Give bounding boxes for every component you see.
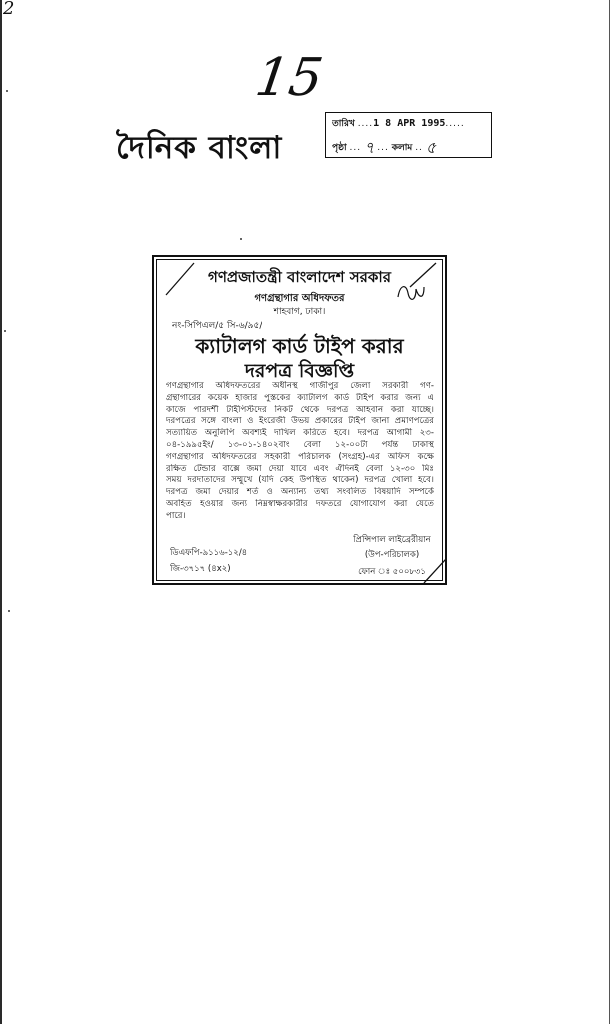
scan-speck bbox=[4, 330, 6, 332]
body-line: পারে। bbox=[166, 510, 186, 521]
notice-department: গণগ্রন্থাগার অধিদফতর bbox=[254, 293, 345, 304]
tender-notice-clipping bbox=[152, 255, 447, 585]
stamp-leader: .. bbox=[415, 143, 423, 153]
body-line: অবহিত হওয়ার জন্য নিম্নস্বাক্ষরকারীর দফতরে যোগাযোগ করা যেতে bbox=[166, 498, 434, 509]
body-line: সত্যায়িত অনুলিপি অবশ্যই দাখিল করিতে হবে। দরপত্র আগামী ২৩- bbox=[166, 428, 434, 439]
notice-body bbox=[166, 381, 434, 523]
stamp-leader: .... bbox=[357, 119, 374, 129]
body-line: রক্ষিত টেন্ডার বাক্সে জমা দেয়া যাবে এবং ঐদিনই বেলা ১২-৩০ মিঃ bbox=[166, 463, 434, 474]
stamp-page-label: পৃষ্ঠা bbox=[332, 143, 347, 153]
body-line: দরপত্র জমা দেয়ার শর্ত ও অন্যান্য তথ্য সংবলিত বিষয়াদি সম্পর্কে bbox=[166, 487, 434, 498]
dfp-code: ডিএফপি-৯১১৬-১২/৪ bbox=[170, 548, 248, 558]
date-stamp bbox=[325, 112, 492, 158]
scan-speck bbox=[240, 238, 242, 240]
body-line: গ্রন্থাগারের কয়েক হাজার পুস্তকের ক্যাটালগ কার্ড টাইপ করার জন্য এ bbox=[166, 392, 434, 403]
scan-left-edge bbox=[0, 0, 2, 1024]
notice-reference: নং-সিপিএল/৫ সি-৬/৯৫/ bbox=[172, 321, 263, 331]
handwritten-newspaper-name: দৈনিক বাংলা bbox=[116, 130, 283, 166]
notice-headline-line-2: দরপত্র বিজ্ঞপ্তি bbox=[244, 360, 355, 382]
body-line: সময় দরদাতাদের সম্মুখে (যদি কেহ উপস্থিত থাকেন) দরপত্র খোলা হবে। bbox=[166, 475, 434, 486]
stamp-leader: ... bbox=[377, 143, 389, 153]
body-line: গণগ্রন্থাগার অধিদফতরের অধীনস্থ গাজীপুর জেলা সরকারী গণ- bbox=[166, 381, 434, 391]
notice-government: গণপ্রজাতন্ত্রী বাংলাদেশ সরকার bbox=[208, 268, 391, 286]
notice-address: শাহবাগ, ঢাকা। bbox=[273, 307, 326, 317]
stamp-leader: ... bbox=[349, 143, 362, 153]
stamp-leader: ..... bbox=[445, 119, 465, 129]
body-line: কাজে পারদর্শী টাইপিস্টদের নিকট থেকে দরপত্র আহবান করা যাচ্ছে। bbox=[166, 404, 434, 415]
notice-headline-line-1: ক্যাটালগ কার্ড টাইপ করার bbox=[195, 334, 404, 358]
stamp-date-value: 1 8 APR 1995 bbox=[373, 118, 446, 129]
stamp-date-label: তারিখ bbox=[332, 119, 355, 129]
body-line: দরপত্রের সঙ্গে বাংলা ও ইংরেজী উভয় প্রকারের টাইপ জানা প্রমাণপত্রের bbox=[166, 416, 434, 427]
corner-handwritten-number: 2 bbox=[3, 0, 15, 19]
signatory-phone: ফোন ঃ ৫০০৮৩১ bbox=[358, 567, 426, 577]
stamp-date-row bbox=[332, 116, 487, 131]
g-code: জি-৩৭১৭ (৪x২) bbox=[170, 564, 231, 574]
stamp-page-row bbox=[332, 135, 487, 162]
scan-speck bbox=[6, 90, 8, 92]
scan-speck bbox=[8, 610, 10, 612]
scan-right-edge bbox=[609, 0, 610, 1024]
stamp-page-value: ৭ bbox=[363, 138, 375, 157]
handwritten-page-number: 15 bbox=[251, 48, 327, 108]
stamp-column-label: কলাম bbox=[391, 143, 413, 153]
signatory-rank: (উপ-পরিচালক) bbox=[364, 550, 420, 560]
stamp-column-value: ৫ bbox=[425, 138, 437, 157]
signatory-title: প্রিন্সিপাল লাইব্রেরীয়ান bbox=[353, 535, 431, 545]
body-line: গণগ্রন্থাগার অধিদফতরের সহকারী পরিচালক (সংগ্রহ)-এর অফিস কক্ষে bbox=[166, 451, 434, 462]
body-line: ০৪-১৯৯৫ইং/ ১৩-০১-১৪০২বাং বেলা ১২-০০টা পর্যন্ত ঢাকাস্থ bbox=[166, 439, 434, 450]
